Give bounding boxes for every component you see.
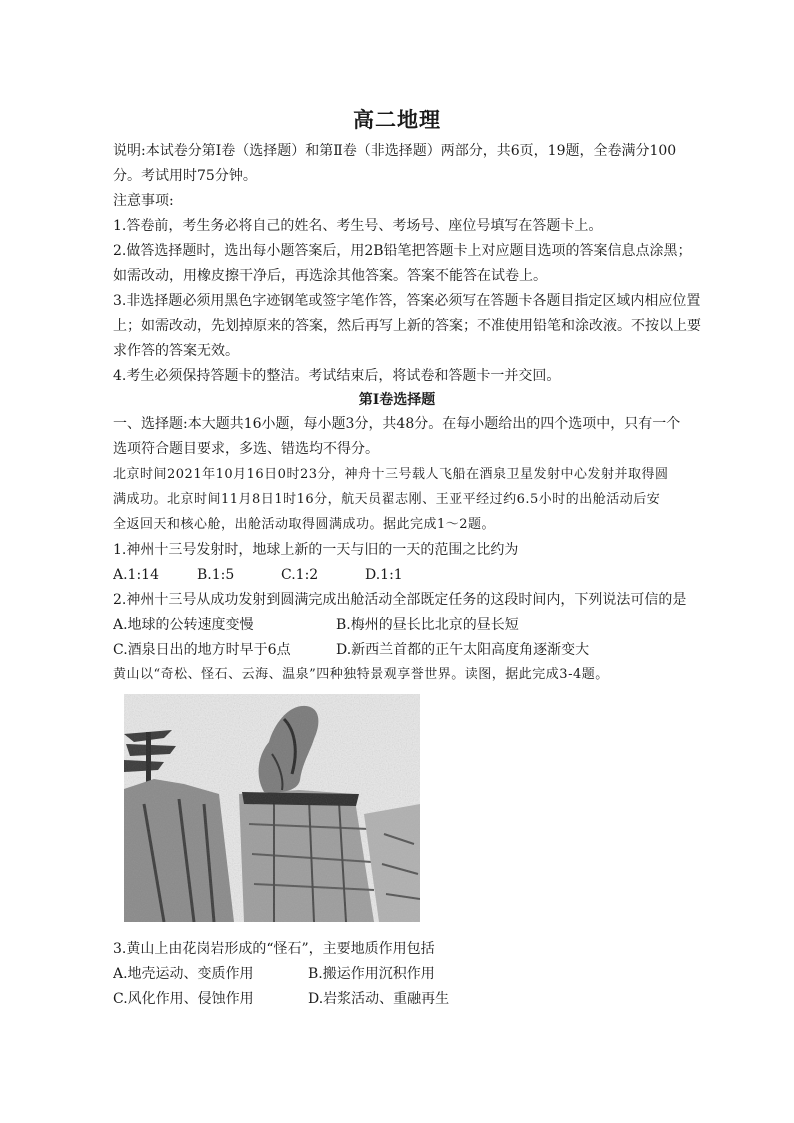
option-a: A.地壳运动、变质作用 — [113, 966, 254, 982]
option-a: A.地球的公转速度变慢 — [113, 617, 254, 633]
question-stem: 3.黄山上由花岗岩形成的“怪石”，主要地质作用包括 — [113, 941, 435, 957]
section-instructions — [113, 412, 703, 462]
option-row — [113, 563, 703, 588]
question-2 — [113, 588, 703, 663]
option-b: B.搬运作用沉积作用 — [308, 966, 435, 982]
page-title: 高二地理 — [353, 107, 441, 132]
material-line: 北京时间2021年10月16日0时23分，神舟十三号载人飞船在酒泉卫星发射中心发射并取得圆 — [113, 467, 669, 482]
option-b: B.梅州的昼长比北京的昼长短 — [336, 617, 519, 633]
option-d: D.新西兰首都的正午太阳高度角逐渐变大 — [336, 642, 590, 658]
instruction-line: 一、选择题:本大题共16小题，每小题3分，共48分。在每小题给出的四个选项中，只有一个 — [113, 416, 681, 432]
notice-heading: 注意事项: — [113, 193, 174, 209]
question-stem: 1.神州十三号发射时，地球上新的一天与旧的一天的范围之比约为 — [113, 542, 519, 558]
material-passage-2 — [113, 662, 703, 687]
option-d: D.1:1 — [365, 567, 403, 583]
huangshan-rock-photo — [124, 694, 420, 922]
material-line: 全返回天和核心舱，出舱活动取得圆满成功。据此完成1～2题。 — [113, 517, 496, 532]
option-c: C.风化作用、侵蚀作用 — [113, 991, 254, 1007]
notice-item: 求作答的答案无效。 — [113, 343, 239, 359]
notice-item: 2.做答选择题时，选出每小题答案后，用2B铅笔把答题卡上对应题目选项的答案信息点涂黑； — [113, 243, 692, 259]
material-line: 黄山以“奇松、怪石、云海、温泉”四种独特景观享誉世界。读图，据此完成3-4题。 — [113, 667, 609, 682]
option-row — [113, 638, 703, 663]
section-heading: 第Ⅰ卷选择题 — [358, 392, 436, 408]
notice-item: 4.考生必须保持答题卡的整洁。考试结束后，将试卷和答题卡一并交回。 — [113, 368, 561, 384]
exam-intro — [113, 139, 703, 389]
instruction-line: 选项符合题目要求，多选、错选均不得分。 — [113, 441, 379, 457]
option-a: A.1:14 — [113, 567, 159, 583]
notice-item: 如需改动，用橡皮擦干净后，再选涂其他答案。答案不能答在试卷上。 — [113, 268, 547, 284]
option-c: C.酒泉日出的地方时早于6点 — [113, 642, 291, 658]
notice-item: 3.非选择题必须用黑色字迹钢笔或签字笔作答，答案必须写在答题卡各题目指定区域内相应位置 — [113, 293, 701, 309]
option-row — [113, 987, 703, 1012]
material-line: 满成功。北京时间11月8日1时16分，航天员翟志刚、王亚平经过约6.5小时的出舱活动后安 — [113, 492, 661, 507]
notice-item: 1.答卷前，考生务必将自己的姓名、考生号、考场号、座位号填写在答题卡上。 — [113, 218, 603, 234]
option-row — [113, 962, 703, 987]
intro-line: 分。考试用时75分钟。 — [113, 168, 257, 184]
option-row — [113, 613, 703, 638]
option-d: D.岩浆活动、重融再生 — [308, 991, 450, 1007]
material-passage-1 — [113, 462, 703, 537]
question-stem: 2.神州十三号从成功发射到圆满完成出舱活动全部既定任务的这段时间内，下列说法可信的是 — [113, 592, 687, 608]
question-1 — [113, 538, 703, 588]
question-3 — [113, 937, 703, 1012]
option-c: C.1:2 — [281, 567, 319, 583]
option-b: B.1:5 — [197, 567, 235, 583]
intro-line: 说明:本试卷分第Ⅰ卷（选择题）和第Ⅱ卷（非选择题）两部分，共6页，19题，全卷满分100 — [113, 143, 677, 159]
notice-item: 上；如需改动，先划掉原来的答案，然后再写上新的答案；不准使用铅笔和涂改液。不按以上要 — [113, 318, 701, 334]
